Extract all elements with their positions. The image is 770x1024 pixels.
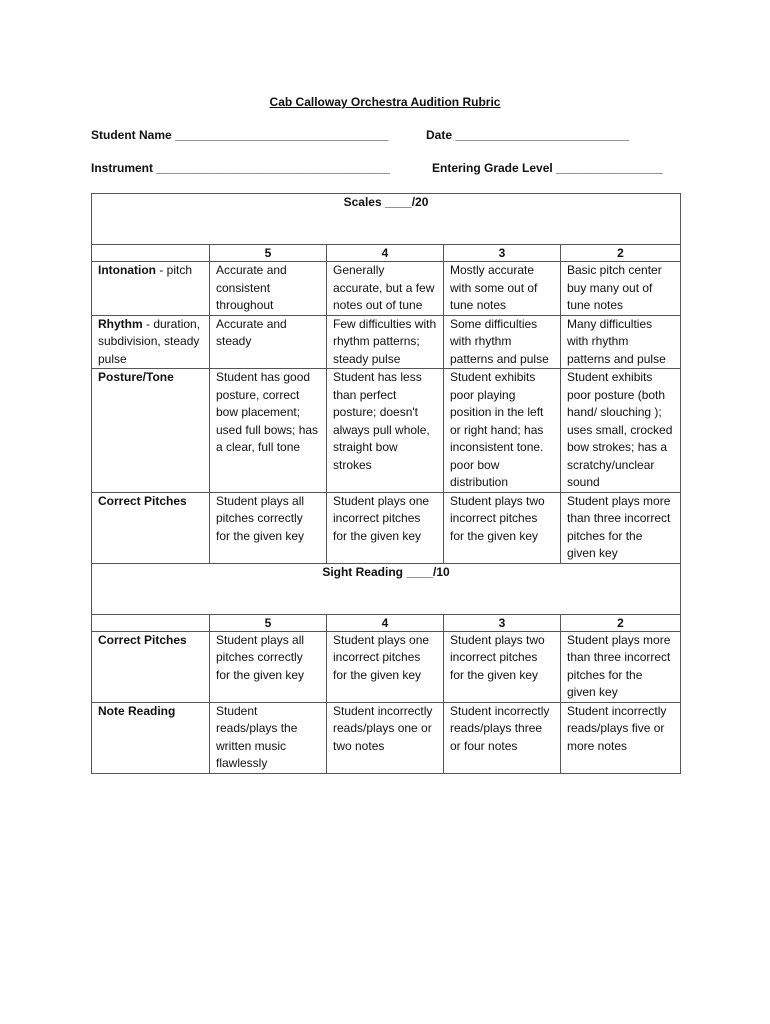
rubric-cell: Student plays all pitches correctly for the given key	[210, 631, 327, 702]
criterion-name: Correct Pitches	[98, 632, 187, 647]
instrument-info-row	[91, 161, 691, 175]
rubric-cell: Student incorrectly reads/plays one or two notes	[327, 702, 444, 773]
rubric-row-sr-correct-pitches	[92, 631, 681, 702]
score-header: 3	[444, 245, 561, 262]
criterion-detail: - duration, subdivision, steady pulse	[98, 316, 201, 366]
rubric-cell: Student plays two incorrect pitches for the given key	[444, 492, 561, 563]
rubric-row-intonation	[92, 262, 681, 316]
criterion-detail: - pitch	[155, 263, 192, 277]
criterion-name: Posture/Tone	[98, 370, 174, 384]
score-header: 3	[444, 614, 561, 631]
rubric-cell: Mostly accurate with some out of tune notes	[444, 262, 561, 316]
instrument-field[interactable]: Instrument ___________________________________	[91, 161, 390, 175]
score-header: 2	[561, 614, 681, 631]
criterion-label	[92, 492, 210, 563]
criterion-label	[92, 315, 210, 369]
score-header-blank	[92, 245, 210, 262]
rubric-cell: Student exhibits poor posture (both hand/ slouching ); uses small, crocked bow strokes; has a scratchy/unclear sound	[561, 369, 681, 493]
rubric-cell: Student exhibits poor playing position in the left or right hand; has inconsistent tone. poor bow distribution	[444, 369, 561, 493]
rubric-cell: Student plays one incorrect pitches for the given key	[327, 492, 444, 563]
document-title: Cab Calloway Orchestra Audition Rubric	[269, 95, 501, 109]
sight-reading-score-row	[92, 614, 681, 631]
rubric-cell: Accurate and steady	[210, 315, 327, 369]
rubric-cell: Basic pitch center buy many out of tune notes	[561, 262, 681, 316]
rubric-cell: Student plays more than three incorrect pitches for the given key	[561, 492, 681, 563]
criterion-name: Intonation	[98, 263, 156, 277]
criterion-label	[92, 262, 210, 316]
rubric-cell: Student plays all pitches correctly for the given key	[210, 492, 327, 563]
score-header: 4	[327, 245, 444, 262]
rubric-cell: Student plays more than three incorrect pitches for the given key	[561, 631, 681, 702]
rubric-cell: Many difficulties with rhythm patterns and pulse	[561, 315, 681, 369]
criterion-label	[92, 702, 210, 773]
criterion-label	[92, 631, 210, 702]
score-header-blank	[92, 614, 210, 631]
criterion-name: Rhythm	[98, 316, 143, 331]
rubric-cell: Accurate and consistent throughout	[210, 262, 327, 316]
scales-score-row	[92, 245, 681, 262]
score-header: 5	[210, 245, 327, 262]
rubric-cell: Few difficulties with rhythm patterns; steady pulse	[327, 315, 444, 369]
date-field[interactable]: Date __________________________	[426, 128, 629, 142]
criterion-label	[92, 369, 210, 493]
grade-level-field[interactable]: Entering Grade Level ________________	[432, 161, 663, 175]
score-header: 2	[561, 245, 681, 262]
score-header: 5	[210, 614, 327, 631]
rubric-cell: Student plays two incorrect pitches for the given key	[444, 631, 561, 702]
student-info-row	[91, 128, 691, 142]
rubric-row-posture-tone	[92, 369, 681, 493]
rubric-cell: Generally accurate, but a few notes out of tune	[327, 262, 444, 316]
rubric-cell: Some difficulties with rhythm patterns and pulse	[444, 315, 561, 369]
student-name-field[interactable]: Student Name ________________________________	[91, 128, 389, 142]
rubric-cell: Student incorrectly reads/plays five or more notes	[561, 702, 681, 773]
rubric-row-correct-pitches	[92, 492, 681, 563]
rubric-cell: Student reads/plays the written music flawlessly	[210, 702, 327, 773]
rubric-cell: Student plays one incorrect pitches for the given key	[327, 631, 444, 702]
rubric-cell: Student has less than perfect posture; doesn't always pull whole, straight bow strokes	[327, 369, 444, 493]
scales-table	[91, 193, 681, 774]
criterion-name: Correct Pitches	[98, 493, 187, 508]
rubric-cell: Student has good posture, correct bow placement; used full bows; has a clear, full tone	[210, 369, 327, 493]
sight-reading-heading: Sight Reading ____/10	[92, 563, 681, 614]
score-header: 4	[327, 614, 444, 631]
rubric-cell: Student incorrectly reads/plays three or four notes	[444, 702, 561, 773]
scales-heading: Scales ____/20	[92, 194, 681, 245]
rubric-row-rhythm	[92, 315, 681, 369]
rubric-row-note-reading	[92, 702, 681, 773]
criterion-name: Note Reading	[98, 703, 176, 718]
